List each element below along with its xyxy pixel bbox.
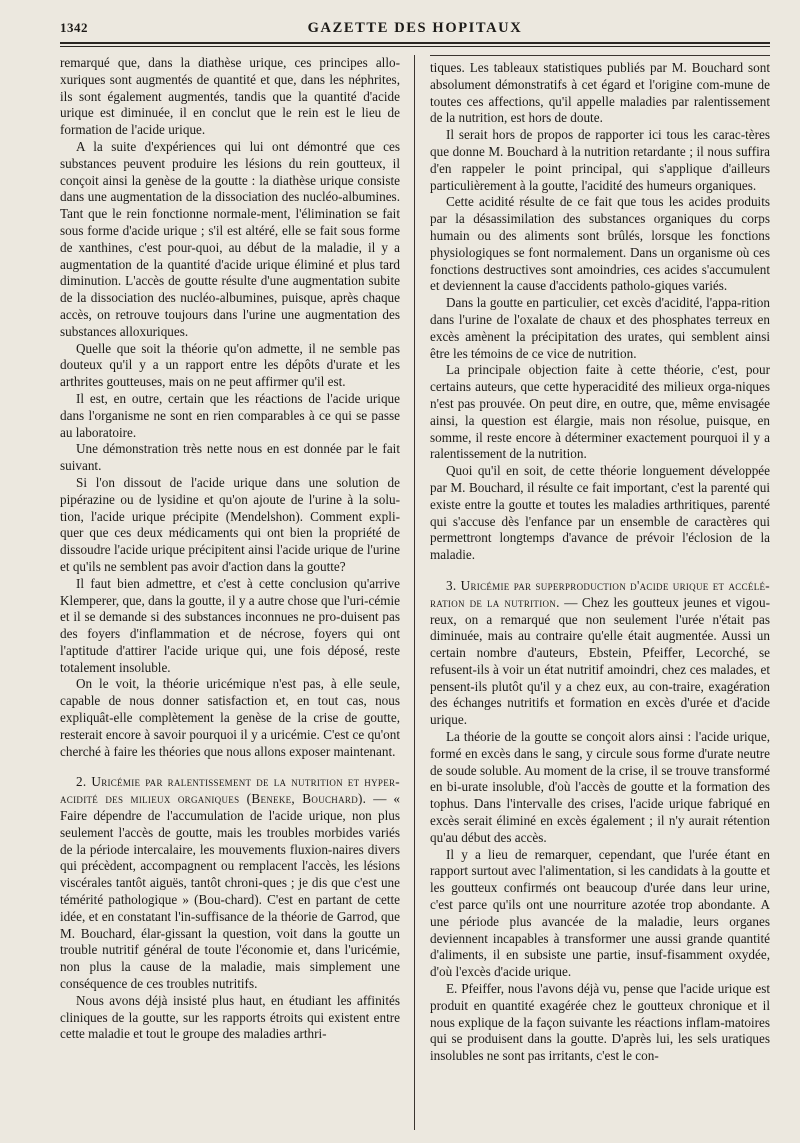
- paragraph: On le voit, la théorie uricémique n'est pas, à elle seule, capable de nous donner satisfaction et, en tout cas, nous expliquât-elle complètement la genèse de la crise de goutte, resterait encore à savoir pourquoi il y a uricémie. C'est ce qu'ont cherché à faire les théories que nous allons exposer maintenant.: [60, 676, 400, 759]
- section-3-paragraph: [430, 578, 770, 729]
- paragraph: La principale objection faite à cette théorie, c'est, pour certains auteurs, que cette hyperacidité des milieux orga-niques n'est pas prouvée. On peut dire, en outre, que, même envisagée ainsi, la question est élargie, mais non résolue, puisque, en somme, il reste encore à déterminer exactement pourquoi il y a ralentissement de la nutrition.: [430, 362, 770, 462]
- paragraph: A la suite d'expériences qui lui ont démontré que ces substances peuvent produire les lésions du rein goutteux, il conçoit ainsi la genèse de la goutte : la diathèse urique consiste dans une augmentation de la dissociation des nucléo-albumines. Tant que le rein fonctionne normale-ment, l'élimination se fait sous forme d'acide urique ; s'il est altéré, elle se fait sous forme de xanthines, c'est pour-quoi, au début de la maladie, il y a augmentation de la quantité d'acide urique éliminé et plus tard diminution. L'accès de goutte résulte d'une augmentation subite de la dissociation des nucléo-albumines, puisque, après chaque accès, on retrouve toujours dans l'urine une augmentation des substances alloxuriques.: [60, 138, 400, 339]
- right-column-rule: [430, 55, 770, 56]
- paragraph: Nous avons déjà insisté plus haut, en étudiant les affinités cliniques de la goutte, sur les rapports étroits qui existent entre cette maladie et tout le groupe des maladies arthri-: [60, 992, 400, 1042]
- paragraph: Quoi qu'il en soit, de cette théorie longuement développée par M. Bouchard, il résulte ce fait important, c'est la parenté qui existe entre la goutte et toutes les maladies arthritiques, parenté qui s'accuse dès l'enfance par un ensemble de caractères qui permettront longtemps d'avance de prévoir l'éclosion de la maladie.: [430, 463, 770, 563]
- paragraph: E. Pfeiffer, nous l'avons déjà vu, pense que l'acide urique est produit en quantité exagérée chez le goutteux chronique et il nous explique de la façon suivante les réactions inflam-matoires qui se produisent dans la goutte. D'après lui, les sels uratiques insolubles ne sont pas irritants, c'est le con-: [430, 981, 770, 1064]
- paragraph: remarqué que, dans la diathèse urique, ces principes allo-xuriques sont augmentés de quantité et que, dans les néphrites, ils sont également augmentés, tandis que la quantité d'acide urique est diminuée, il en conclut que le rein est le lieu de formation de l'acide urique.: [60, 55, 400, 138]
- text-columns: [60, 55, 770, 1065]
- left-column: [60, 55, 408, 1065]
- section-2-heading: 2. Uricémie par ralentissement de la nutrition et hyper-acidité des milieux organiques (Beneke, Bouchard).: [60, 774, 400, 807]
- page-header: [60, 14, 770, 40]
- paragraph: Il faut bien admettre, et c'est à cette conclusion qu'arrive Klemperer, que, dans la goutte, il y a autre chose que l'uri-cémie et il se demande si des substances inconnues ne pro-duisent pas des foyers d'inflammation et de nécrose, foyers qui ont l'aptitude d'attirer l'acide urique qui, une fois déposé, reste totalement insoluble.: [60, 575, 400, 675]
- paragraph: Dans la goutte en particulier, cet excès d'acidité, l'appa-rition dans l'urine de l'oxalate de chaux et des phosphates terreux en excès amènent la précipitation des urates, qui semblent ainsi être les témoins de ce vice de nutrition.: [430, 295, 770, 361]
- paragraph: Il y a lieu de remarquer, cependant, que l'urée étant en rapport surtout avec l'alimentation, si les candidats à la goutte et les goutteux confirmés ont beaucoup d'urée dans leur urine, c'est parce qu'ils ont une nourriture azotée trop abondante. A une période plus avancée de la maladie, leurs organes deviennent incapables à transformer une aussi grande quantité d'aliments, il en subsiste une partie, insuf-fisamment oxydée, d'où l'excès d'acide urique.: [430, 846, 770, 980]
- section-3-text: — Chez les goutteux jeunes et vigou-reux, on a remarqué que non seulement l'urée n'était pas diminuée, mais au contraire qu'elle était augmentée. Aussi un certain nombre d'auteurs, Ebstein, Pfeiffer, Lecorché, se refusent-ils à voir un état nutritif amoindri, chez ces malades, et pensent-ils plutôt qu'il y a chez eux, au con-traire, exagération des échanges nutritifs et formation en excès d'urée et d'acide urique.: [430, 594, 770, 728]
- right-column: [422, 55, 770, 1065]
- header-rule-thin: [60, 46, 770, 47]
- paragraph: Quelle que soit la théorie qu'on admette, il ne semble pas douteux qu'il y a un rapport entre les dépôts d'urate et les arthrites goutteuses, mais on ne peut affirmer qu'il est.: [60, 340, 400, 390]
- paragraph: Cette acidité résulte de ce fait que tous les acides produits par la désassimilation des substances organiques du corps humain ou des aliments sont brûlés, lorsque les fonctions physiologiques se font normalement. Dans un organisme où ces fonctions destructives sont amoindries, ces acides s'accumulent et deviennent la cause d'accidents patholo-giques variés.: [430, 194, 770, 294]
- section-3-heading: 3. Uricémie par superproduction d'acide urique et accélé-ration de la nutrition.: [430, 577, 770, 610]
- paragraph: Il est, en outre, certain que les réactions de l'acide urique dans l'organisme ne sont en rien comparables à ce qui se passe au laboratoire.: [60, 390, 400, 440]
- journal-title: GAZETTE DES HOPITAUX: [307, 20, 523, 36]
- paragraph: Si l'on dissout de l'acide urique dans une solution de pipérazine ou de lysidine et qu'on ajoute de l'urine à la solu-tion, l'acide urique précipite (Mendelshon). Comment expli-quer que ces deux médicaments qui ont bien la propriété de dissoudre l'acide urique précipitent ainsi l'acide urique de l'urine et qu'ils ne semblent pas avoir d'action dans la goutte?: [60, 474, 400, 574]
- paragraph: Une démonstration très nette nous en est donnée par le fait suivant.: [60, 441, 400, 474]
- header-rule: [60, 42, 770, 44]
- page-number: 1342: [60, 20, 88, 35]
- section-2-paragraph: [60, 774, 400, 992]
- column-divider: [414, 55, 415, 1130]
- section-2-text: — « Faire dépendre de l'accumulation de l'acide urique, non plus seulement l'accès de goutte, mais les troubles morbides variés de la période intercalaire, les mouvements fluxion-naires divers qui précèdent, accompagnent ou remplacent l'accès, les lésions viscérales tantôt aiguës, tantôt chroni-ques ; je dis que c'est une témérité pathologique » (Bou-chard). C'est en partant de cette idée, et en constatant l'in-suffisance de la théorie de Garrod, que M. Bouchard, élar-gissant la question, voit dans la goutte un trouble nutritif général de toute l'économie et, dans l'uricémie, non plus la cause de la maladie, mais simplement une conséquence de ces troubles nutritifs.: [60, 791, 400, 992]
- paragraph: tiques. Les tableaux statistiques publiés par M. Bouchard sont absolument démonstratifs à cet égard et l'origine com-mune de toutes ces affections, qu'il appelle maladies par ralentissement de la nutrition, est hors de doute.: [430, 60, 770, 126]
- paragraph: La théorie de la goutte se conçoit alors ainsi : l'acide urique, formé en excès dans le sang, y circule sous forme d'urate neutre de soude soluble. Au moment de la crise, il se trouve transformé en bi-urate insoluble, d'où l'accès de goutte et la formation des tophus. Dans l'intervalle des crises, l'acide urique fabriqué en excès serait éliminé en excès également ; il n'y aurait rétention qu'au début des accès.: [430, 729, 770, 845]
- paragraph: Il serait hors de propos de rapporter ici tous les carac-tères que donne M. Bouchard à la nutrition retardante ; il nous suffira d'en rappeler le point principal, qui s'applique d'ailleurs particulièrement à la goutte, l'acidité des humeurs organiques.: [430, 127, 770, 193]
